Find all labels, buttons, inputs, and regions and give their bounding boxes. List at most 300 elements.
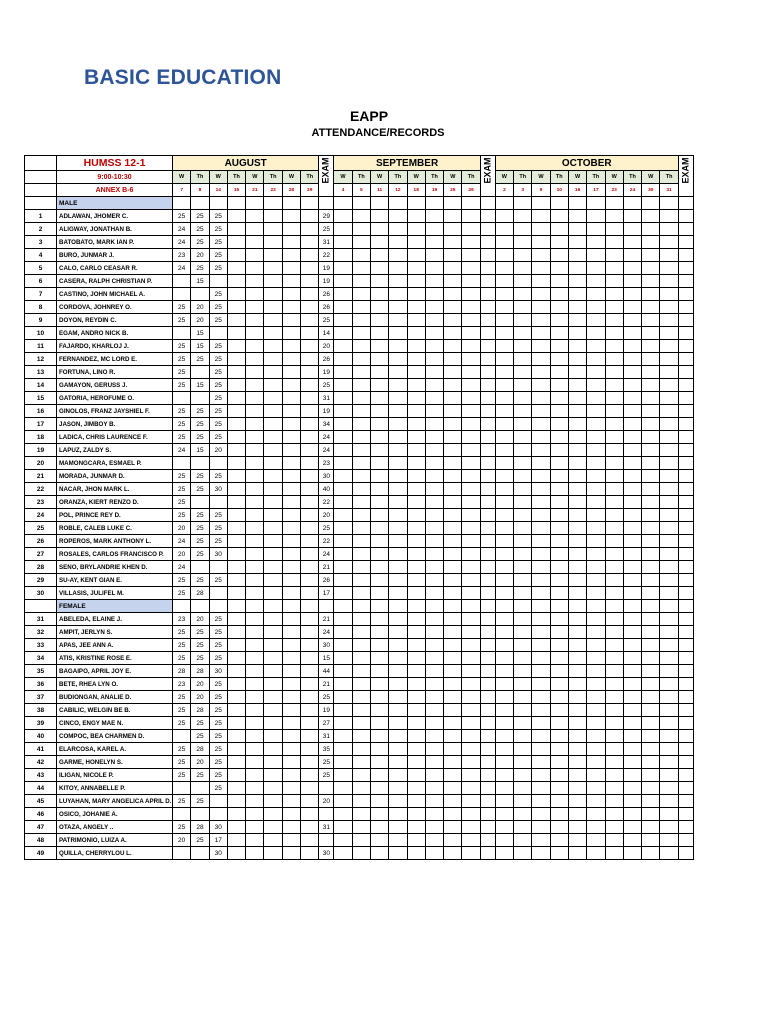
exam-score: 25 (319, 223, 334, 236)
score-cell (550, 587, 568, 600)
score-cell (246, 392, 264, 405)
score-cell (191, 366, 209, 379)
score-cell (301, 808, 319, 821)
student-name: ADLAWAN, JHOMER C. (57, 210, 173, 223)
score-cell (495, 249, 513, 262)
score-cell (642, 314, 660, 327)
exam-score (678, 808, 693, 821)
score-cell (227, 626, 245, 639)
score-cell (282, 730, 300, 743)
score-cell (532, 782, 550, 795)
score-cell (370, 743, 388, 756)
exam-score (678, 522, 693, 535)
score-cell (352, 574, 370, 587)
score-cell (514, 782, 532, 795)
score-cell (425, 262, 443, 275)
cell (678, 600, 693, 613)
score-cell (227, 457, 245, 470)
score-cell: 24 (173, 561, 191, 574)
score-cell (495, 548, 513, 561)
score-cell (352, 327, 370, 340)
score-cell (587, 314, 605, 327)
score-cell (264, 223, 282, 236)
score-cell (660, 431, 678, 444)
score-cell (642, 249, 660, 262)
date-header: 5 (352, 184, 370, 197)
score-cell (334, 379, 352, 392)
student-name: ALIGWAY, JONATHAN B. (57, 223, 173, 236)
score-cell (605, 392, 623, 405)
student-number: 23 (25, 496, 57, 509)
score-cell (352, 314, 370, 327)
cell (191, 600, 209, 613)
exam-score (480, 444, 495, 457)
score-cell: 25 (209, 379, 227, 392)
score-cell (568, 847, 586, 860)
cell (444, 197, 462, 210)
exam-score (678, 743, 693, 756)
score-cell (642, 847, 660, 860)
score-cell (444, 379, 462, 392)
score-cell (370, 483, 388, 496)
score-cell (301, 496, 319, 509)
score-cell (642, 808, 660, 821)
score-cell (605, 457, 623, 470)
weekday-header: W (642, 171, 660, 184)
score-cell (623, 327, 641, 340)
exam-score (678, 665, 693, 678)
score-cell (246, 522, 264, 535)
score-cell (389, 405, 407, 418)
score-cell (407, 249, 425, 262)
score-cell (191, 496, 209, 509)
score-cell (389, 652, 407, 665)
exam-score: 20 (319, 340, 334, 353)
score-cell (444, 262, 462, 275)
score-cell (642, 353, 660, 366)
score-cell (444, 522, 462, 535)
score-cell (444, 561, 462, 574)
score-cell (587, 665, 605, 678)
score-cell (425, 704, 443, 717)
score-cell: 20 (209, 444, 227, 457)
score-cell (227, 392, 245, 405)
score-cell (623, 314, 641, 327)
score-cell (407, 379, 425, 392)
score-cell (389, 288, 407, 301)
score-cell (282, 522, 300, 535)
weekday-header: W (605, 171, 623, 184)
score-cell (495, 730, 513, 743)
date-header: 19 (425, 184, 443, 197)
score-cell (407, 431, 425, 444)
score-cell (301, 561, 319, 574)
score-cell (425, 808, 443, 821)
score-cell (389, 444, 407, 457)
score-cell (532, 223, 550, 236)
score-cell (264, 821, 282, 834)
score-cell (660, 613, 678, 626)
score-cell: 25 (209, 288, 227, 301)
header-blank (25, 184, 57, 197)
score-cell (462, 691, 480, 704)
exam-score (480, 834, 495, 847)
exam-score: 25 (319, 756, 334, 769)
student-name: ILIGAN, NICOLE P. (57, 769, 173, 782)
score-cell (514, 470, 532, 483)
score-cell (389, 691, 407, 704)
score-cell (623, 444, 641, 457)
score-cell (514, 548, 532, 561)
score-cell (227, 535, 245, 548)
score-cell (660, 639, 678, 652)
student-number: 49 (25, 847, 57, 860)
score-cell: 20 (191, 613, 209, 626)
score-cell (660, 795, 678, 808)
score-cell (660, 262, 678, 275)
score-cell (301, 275, 319, 288)
score-cell (587, 288, 605, 301)
score-cell (246, 665, 264, 678)
score-cell: 25 (209, 418, 227, 431)
score-cell (605, 275, 623, 288)
score-cell (462, 535, 480, 548)
score-cell (444, 210, 462, 223)
score-cell (334, 483, 352, 496)
date-header: 10 (550, 184, 568, 197)
score-cell (642, 457, 660, 470)
score-cell (660, 444, 678, 457)
table-row (25, 574, 694, 587)
score-cell (334, 223, 352, 236)
score-cell (550, 808, 568, 821)
score-cell (444, 769, 462, 782)
score-cell (514, 249, 532, 262)
score-cell (642, 210, 660, 223)
score-cell (389, 613, 407, 626)
score-cell (425, 769, 443, 782)
score-cell (514, 704, 532, 717)
exam-score: 19 (319, 405, 334, 418)
score-cell (246, 821, 264, 834)
score-cell (264, 613, 282, 626)
student-number: 38 (25, 704, 57, 717)
score-cell (264, 392, 282, 405)
table-row (25, 210, 694, 223)
score-cell (334, 262, 352, 275)
exam-score: 22 (319, 535, 334, 548)
score-cell (352, 730, 370, 743)
score-cell (389, 275, 407, 288)
score-cell (246, 769, 264, 782)
score-cell (568, 834, 586, 847)
score-cell (389, 756, 407, 769)
score-cell (246, 834, 264, 847)
score-cell (191, 782, 209, 795)
score-cell: 25 (191, 535, 209, 548)
class-room: ANNEX B-6 (57, 184, 173, 197)
score-cell (495, 483, 513, 496)
score-cell (444, 587, 462, 600)
score-cell (587, 834, 605, 847)
score-cell (462, 314, 480, 327)
date-header: 9 (532, 184, 550, 197)
score-cell (264, 626, 282, 639)
score-cell (246, 613, 264, 626)
exam-score (480, 808, 495, 821)
cell (660, 197, 678, 210)
score-cell (495, 340, 513, 353)
score-cell (301, 418, 319, 431)
score-cell: 20 (191, 691, 209, 704)
score-cell (173, 730, 191, 743)
table-row (25, 379, 694, 392)
score-cell (495, 262, 513, 275)
score-cell (514, 561, 532, 574)
cell (514, 600, 532, 613)
score-cell (495, 522, 513, 535)
exam-score: 21 (319, 678, 334, 691)
score-cell (444, 431, 462, 444)
score-cell (532, 535, 550, 548)
date-header: 2 (495, 184, 513, 197)
exam-score (678, 314, 693, 327)
gender-row (25, 600, 694, 613)
score-cell (407, 327, 425, 340)
score-cell (532, 678, 550, 691)
score-cell (444, 470, 462, 483)
score-cell (462, 743, 480, 756)
score-cell (532, 587, 550, 600)
score-cell (352, 366, 370, 379)
student-name: GATORIA, HEROFUME O. (57, 392, 173, 405)
table-row (25, 665, 694, 678)
score-cell (370, 353, 388, 366)
score-cell (532, 626, 550, 639)
score-cell (282, 821, 300, 834)
score-cell (444, 392, 462, 405)
score-cell: 25 (209, 210, 227, 223)
score-cell: 25 (173, 743, 191, 756)
score-cell (642, 574, 660, 587)
score-cell (550, 678, 568, 691)
score-cell (352, 522, 370, 535)
score-cell (352, 808, 370, 821)
score-cell (462, 431, 480, 444)
score-cell (282, 444, 300, 457)
student-name: DOYON, REYDIN C. (57, 314, 173, 327)
student-name: COMPOC, BEA CHARMEN D. (57, 730, 173, 743)
score-cell (282, 236, 300, 249)
score-cell (425, 574, 443, 587)
score-cell (623, 405, 641, 418)
score-cell (532, 769, 550, 782)
score-cell (301, 678, 319, 691)
score-cell (605, 652, 623, 665)
table-row (25, 808, 694, 821)
exam-column-header (319, 156, 334, 197)
score-cell (264, 366, 282, 379)
table-row (25, 470, 694, 483)
score-cell (660, 223, 678, 236)
exam-label: EXAM (320, 156, 331, 183)
score-cell (282, 353, 300, 366)
score-cell (227, 288, 245, 301)
score-cell (301, 574, 319, 587)
score-cell (444, 314, 462, 327)
table-row (25, 613, 694, 626)
score-cell (370, 470, 388, 483)
score-cell (334, 353, 352, 366)
exam-score (678, 262, 693, 275)
score-cell (282, 392, 300, 405)
score-cell (444, 457, 462, 470)
score-cell (550, 210, 568, 223)
score-cell (514, 509, 532, 522)
score-cell (352, 769, 370, 782)
score-cell (532, 366, 550, 379)
score-cell (370, 756, 388, 769)
score-cell (301, 340, 319, 353)
student-number: 9 (25, 314, 57, 327)
score-cell (246, 626, 264, 639)
score-cell (389, 717, 407, 730)
score-cell (370, 249, 388, 262)
score-cell (605, 756, 623, 769)
score-cell (334, 652, 352, 665)
score-cell: 25 (191, 210, 209, 223)
score-cell: 25 (173, 717, 191, 730)
score-cell (550, 743, 568, 756)
table-row (25, 548, 694, 561)
score-cell (282, 249, 300, 262)
score-cell (301, 379, 319, 392)
score-cell (389, 210, 407, 223)
score-cell (462, 457, 480, 470)
student-name: AMPIT, JERLYN S. (57, 626, 173, 639)
score-cell (568, 509, 586, 522)
exam-score: 17 (319, 587, 334, 600)
score-cell (246, 795, 264, 808)
score-cell (246, 652, 264, 665)
score-cell (623, 652, 641, 665)
score-cell (605, 444, 623, 457)
exam-score: 25 (319, 522, 334, 535)
score-cell (246, 340, 264, 353)
table-row (25, 587, 694, 600)
exam-score (480, 613, 495, 626)
score-cell (425, 483, 443, 496)
score-cell (532, 249, 550, 262)
score-cell (301, 470, 319, 483)
score-cell (370, 444, 388, 457)
score-cell (246, 561, 264, 574)
score-cell (587, 457, 605, 470)
exam-score (678, 626, 693, 639)
cell (334, 197, 352, 210)
score-cell (389, 353, 407, 366)
student-number: 17 (25, 418, 57, 431)
exam-score (480, 262, 495, 275)
score-cell (550, 340, 568, 353)
score-cell (605, 470, 623, 483)
score-cell: 25 (191, 418, 209, 431)
score-cell (587, 652, 605, 665)
exam-score (480, 522, 495, 535)
score-cell (370, 821, 388, 834)
cell (282, 197, 300, 210)
score-cell (495, 366, 513, 379)
score-cell (370, 457, 388, 470)
score-cell (532, 405, 550, 418)
exam-score (678, 561, 693, 574)
exam-score (480, 678, 495, 691)
cell (480, 600, 495, 613)
score-cell (587, 574, 605, 587)
score-cell (370, 652, 388, 665)
score-cell (425, 210, 443, 223)
score-cell (568, 379, 586, 392)
score-cell (568, 288, 586, 301)
date-header: 21 (246, 184, 264, 197)
exam-score (480, 366, 495, 379)
score-cell (550, 379, 568, 392)
score-cell (264, 704, 282, 717)
score-cell (282, 613, 300, 626)
table-row (25, 457, 694, 470)
score-cell (246, 730, 264, 743)
score-cell (334, 522, 352, 535)
score-cell (264, 353, 282, 366)
score-cell (532, 639, 550, 652)
score-cell (495, 392, 513, 405)
score-cell (462, 353, 480, 366)
score-cell (425, 587, 443, 600)
score-cell: 20 (173, 834, 191, 847)
score-cell (623, 782, 641, 795)
score-cell (282, 509, 300, 522)
score-cell: 25 (209, 249, 227, 262)
exam-score: 14 (319, 327, 334, 340)
score-cell (301, 444, 319, 457)
score-cell (227, 496, 245, 509)
score-cell (642, 665, 660, 678)
cell (407, 600, 425, 613)
score-cell (660, 756, 678, 769)
score-cell (407, 457, 425, 470)
score-cell (444, 704, 462, 717)
score-cell (587, 808, 605, 821)
score-cell (264, 782, 282, 795)
exam-score: 24 (319, 548, 334, 561)
score-cell (425, 223, 443, 236)
exam-score: 31 (319, 236, 334, 249)
score-cell (660, 379, 678, 392)
score-cell (264, 535, 282, 548)
score-cell (227, 223, 245, 236)
student-name: OSICO, JOHANIE A. (57, 808, 173, 821)
cell (209, 197, 227, 210)
score-cell (370, 665, 388, 678)
score-cell (605, 379, 623, 392)
exam-score: 19 (319, 262, 334, 275)
score-cell (642, 418, 660, 431)
exam-score (480, 457, 495, 470)
score-cell (246, 535, 264, 548)
score-cell (227, 613, 245, 626)
score-cell (209, 808, 227, 821)
exam-score: 25 (319, 769, 334, 782)
